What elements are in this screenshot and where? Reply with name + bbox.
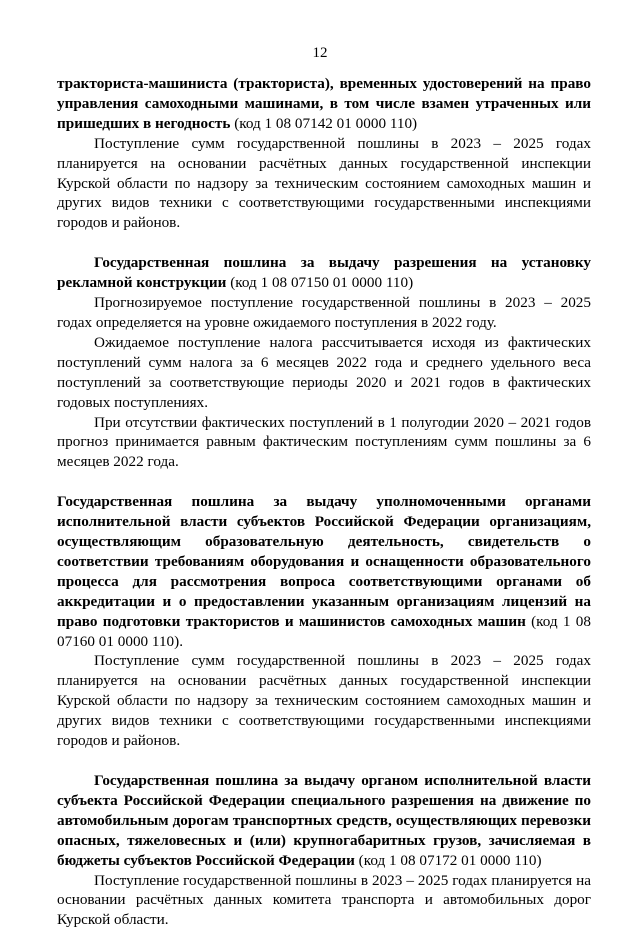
heading-text: тракториста-машиниста (тракториста), временных удостоверений на право управления самоходными машинами, в том числе взамен утраченных или пришедших в негодность [57,75,591,132]
budget-code: (код 1 08 07142 01 0000 110) [230,114,418,132]
page-number: 12 [312,45,328,61]
section-heading [57,253,591,293]
paragraph: Поступление государственной пошлины в 2023 – 2025 годах планируется на основании расчётных данных комитета транспорта и автомобильных дорог Курской области. [57,871,591,929]
section-advertising-permit-fee [57,253,591,472]
document-body [57,74,591,930]
section-tractor-license-fee [57,74,591,233]
paragraph: При отсутствии фактических поступлений в 1 полугодии 2020 – 2021 годов прогноз принимается равным фактическим поступлениям сумм пошлины за 6 месяцев 2022 года. [57,413,591,471]
paragraph: Прогнозируемое поступление государственной пошлины в 2023 – 2025 годах определяется на уровне ожидаемого поступления в 2022 году. [57,294,591,331]
heading-text: Государственная пошлина за выдачу разрешения на установку рекламной конструкции [57,254,591,292]
budget-code: (код 1 08 07150 01 0000 110) [226,274,414,292]
heading-text: Государственная пошлина за выдачу уполномоченными органами исполнительной власти субъектов Российской Федерации организациям, осуществляющим образовательную деятельность, свидетельств о соответствии требованиям оборудования и оснащенности образовательного процесса для рассмотрения вопроса соответствующими органами об аккредитации и о предоставлении указанным организациям лицензий на право подготовки трактористов и машинистов самоходных машин [57,493,591,630]
paragraph: Поступление сумм государственной пошлины в 2023 – 2025 годах планируется на основании расчётных данных государственной инспекции Курской области по надзору за техническим состоянием самоходных машин и других видов техники с соответствующими государственными инспекциями городов и районов. [57,134,591,232]
paragraph: Ожидаемое поступление налога рассчитывается исходя из фактических поступлений сумм налога за 6 месяцев 2022 года и среднего удельного веса поступлений за соответствующие периоды 2020 и 2021 годов в фактических годовых поступлениях. [57,333,591,411]
paragraph: Поступление сумм государственной пошлины в 2023 – 2025 годах планируется на основании расчётных данных государственной инспекции Курской области по надзору за техническим состоянием самоходных машин и других видов техники с соответствующими государственными инспекциями городов и районов. [57,652,591,750]
section-heading [57,771,591,871]
budget-code: (код 1 08 07160 01 0000 110). [57,612,591,650]
budget-code: (код 1 08 07172 01 0000 110) [354,851,542,869]
section-education-certificate-fee [57,492,591,751]
section-heading [57,492,591,651]
section-heading [57,74,591,134]
heading-text: Государственная пошлина за выдачу органом исполнительной власти субъекта Российской Федерации специального разрешения на движение по автомобильным дорогам транспортных средств, осуществляющих перевозки опасных, тяжеловесных и (или) крупногабаритных грузов, зачисляемая в бюджеты субъектов Российской Федерации [57,772,591,869]
section-heavy-cargo-permit-fee [57,771,591,930]
